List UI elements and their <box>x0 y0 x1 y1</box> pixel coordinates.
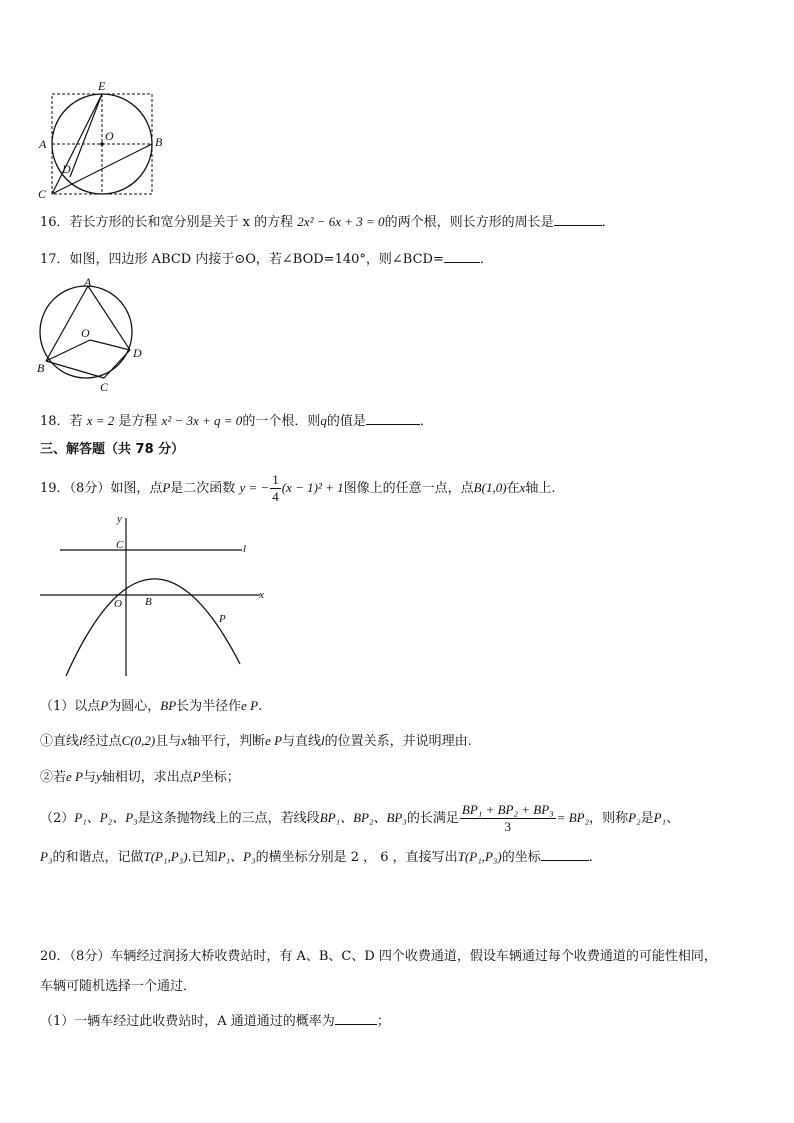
label3-b: B <box>145 596 152 608</box>
label3-p: P <box>219 613 226 625</box>
q19-1a-text-a: ①直线 <box>40 734 80 749</box>
q19-2-answer-blank[interactable] <box>541 848 589 861</box>
side-ad <box>88 286 130 350</box>
label-e: E <box>98 79 106 93</box>
q20-1-label: （1） <box>40 1014 75 1029</box>
label-b: B <box>155 135 163 149</box>
q19-point-b: B(1,0) <box>473 480 507 495</box>
side-bc <box>46 361 104 378</box>
question-20 <box>40 948 717 966</box>
q19-2b-p3: P₃ <box>40 849 53 864</box>
q19-2-text-b: 的长满足 <box>406 811 459 826</box>
q18-text-b: 是方程 <box>118 414 158 429</box>
parabola-curve <box>66 579 240 676</box>
q17-end: ． <box>479 252 493 267</box>
figure-parabola <box>38 508 274 680</box>
q19-func-left: y = − <box>239 480 270 495</box>
label2-c: C <box>100 380 109 394</box>
q19-1-text-a: 为圆心， <box>108 699 161 714</box>
q19-1a-text-c: 且与 <box>155 734 182 749</box>
q19-part1a <box>40 732 472 751</box>
q19-1-text-b: 长为半径作 <box>176 699 242 714</box>
q19-2-frac <box>460 802 556 835</box>
q18-text-a: 若 <box>69 414 83 429</box>
label2-d: D <box>133 346 142 360</box>
q19-1b-text-d: 坐标； <box>200 770 240 785</box>
label3-o: O <box>114 598 122 610</box>
q19-2b-t2: T(P₁,P₃) <box>457 849 502 864</box>
figure-circle-square <box>36 78 168 202</box>
label-a: A <box>39 137 47 151</box>
q18-number: 18． <box>40 414 70 429</box>
q20-text2: 车辆可随机选择一个通过． <box>40 979 197 994</box>
label3-l: l <box>243 543 247 555</box>
q19-2-points: P₁、P₂、P₃ <box>74 810 138 825</box>
q17-number: 17． <box>40 252 70 267</box>
q19-1a-text-b: 经过点 <box>82 734 122 749</box>
q18-answer-blank[interactable] <box>366 412 420 425</box>
label2-b: B <box>37 361 45 375</box>
q19-part2 <box>40 802 679 835</box>
q19-1b-text-c: 轴相切，求出点 <box>101 770 193 785</box>
q19-1a-text-f: 的位置关系，并说明理由. <box>324 734 472 749</box>
q19-1a-l: l <box>79 733 83 748</box>
q19-1a-l2: l <box>321 733 325 748</box>
figure-inscribed-quadrilateral <box>34 278 150 394</box>
q16-answer-blank[interactable] <box>554 213 602 226</box>
q19-1a-x: x <box>181 733 188 748</box>
q16-text-a: 若长方形的长和宽分别是关于 x 的方程 <box>69 215 294 230</box>
q16-equation: 2x² − 6x + 3 = 0 <box>297 214 385 229</box>
q19-2-text-a: 是这条抛物线上的三点，若线段 <box>137 811 320 826</box>
q19-1a-text-d: 轴平行，判断 <box>187 734 266 749</box>
q19-1b-circle: e P <box>66 769 83 784</box>
q19-text-c: 图像上的任意一点，点 <box>343 481 474 496</box>
q20-text: 车辆经过润扬大桥收费站时，有 A、B、C、D 四个收费通道，假设车辆通过每个收费通道的可能性相同， <box>110 949 717 964</box>
q19-part2-cont <box>40 848 593 867</box>
q19-1b-text-a: ②若 <box>40 770 67 785</box>
q19-score: （8分） <box>69 481 111 496</box>
q19-1-p: P <box>100 698 109 713</box>
side-ab <box>46 286 88 361</box>
question-19 <box>40 472 555 505</box>
q19-text-d: 在 <box>506 481 520 496</box>
q19-2-sep: 、 <box>666 811 680 826</box>
q19-2b-p1p3: P₁、P₃ <box>217 849 256 864</box>
q16-number: 16． <box>40 215 70 230</box>
q19-1b-y: y <box>96 769 102 784</box>
q19-2-p2: P₂ <box>628 810 641 825</box>
q18-var: q <box>320 413 327 428</box>
label-d: D <box>62 162 71 176</box>
q17-text: 如图，四边形 ABCD 内接于⊙O，若∠BOD=140°，则∠BCD= <box>69 252 444 267</box>
q18-text-d: 的值是 <box>326 414 366 429</box>
q19-2b-text-a: 的和谐点，记做 <box>52 850 144 865</box>
q19-func-right: (x − 1)² + 1 <box>281 480 344 495</box>
q18-end: ． <box>419 414 433 429</box>
q19-2b-t1: T(P₁,P₃) <box>143 849 188 864</box>
q19-2-segs: BP₁、BP₂、BP₃ <box>319 810 407 825</box>
q19-2-label: （2） <box>40 811 75 826</box>
question-17 <box>40 250 493 269</box>
q18-text-c: 的一个根．则 <box>242 414 321 429</box>
q19-2-eq: = BP₂ <box>556 810 590 825</box>
q16-end: ． <box>601 215 615 230</box>
q19-2b-end: . <box>588 850 593 865</box>
q19-part1 <box>40 697 262 716</box>
q19-part1b <box>40 768 240 787</box>
q19-1b-text-b: 与 <box>82 770 96 785</box>
q19-frac-den: 4 <box>272 489 279 504</box>
q19-1a-point-c: C(0,2) <box>121 733 156 748</box>
q19-1-label: （1）以点 <box>40 699 101 714</box>
q19-1-bp: BP <box>160 698 177 713</box>
q19-1a-text-e: 与直线 <box>282 734 322 749</box>
q19-p: P <box>162 480 171 495</box>
q20-1-text: 一辆车经过此收费站时，A 通道通过的概率为 <box>74 1014 335 1029</box>
q17-answer-blank[interactable] <box>444 250 480 263</box>
q19-frac-num: 1 <box>272 472 279 487</box>
q18-cond: x = 2 <box>86 413 115 428</box>
question-16 <box>40 213 615 232</box>
q19-2b-text-c: 的横坐标分别是 2 ， 6 ，直接写出 <box>255 850 458 865</box>
q20-score: （8分） <box>69 949 111 964</box>
q20-number: 20． <box>40 949 70 964</box>
q19-1-end: . <box>258 699 263 714</box>
q19-1-circle: e P <box>241 698 259 713</box>
question-18 <box>40 412 433 431</box>
side-cd <box>104 350 130 378</box>
q19-xvar: x <box>519 480 526 495</box>
q19-2-frac-num: BP₁ + BP₂ + BP₃ <box>461 802 554 817</box>
q20-part1 <box>40 1012 390 1031</box>
q18-equation: x² − 3x + q = 0 <box>161 413 243 428</box>
label2-o: O <box>81 326 90 340</box>
label3-y: y <box>117 513 122 525</box>
q19-2-p1: P₁ <box>653 810 667 825</box>
label-o: O <box>105 129 114 143</box>
center-dot <box>100 142 104 146</box>
q19-2-frac-den: 3 <box>504 819 512 834</box>
q20-1-end: ； <box>376 1014 390 1029</box>
q19-number: 19． <box>40 481 70 496</box>
q19-2b-text-b: .已知 <box>187 850 218 865</box>
q19-text-e: 轴上. <box>525 481 556 496</box>
line-ed <box>70 94 102 177</box>
label3-x: x <box>259 589 264 601</box>
q16-text-b: 的两个根，则长方形的周长是 <box>384 215 554 230</box>
q19-text-b: 是二次函数 <box>170 481 236 496</box>
label-c: C <box>38 187 47 201</box>
q19-frac <box>270 472 281 505</box>
radius-ob <box>46 340 90 361</box>
q19-2b-text-d: 的坐标 <box>501 850 541 865</box>
label2-a: A <box>84 278 92 289</box>
section-title: 三、解答题（共 78 分） <box>40 442 185 457</box>
q19-2-text-c: ，则称 <box>589 811 629 826</box>
q19-1b-p: P <box>192 769 201 784</box>
label3-c: C <box>116 539 124 551</box>
q20-1-answer-blank[interactable] <box>335 1012 377 1025</box>
question-20-cont <box>40 978 196 996</box>
q19-text-a: 如图，点 <box>110 481 163 496</box>
q19-2-text-d: 是 <box>640 811 654 826</box>
q19-1a-circle: e P <box>265 733 283 748</box>
